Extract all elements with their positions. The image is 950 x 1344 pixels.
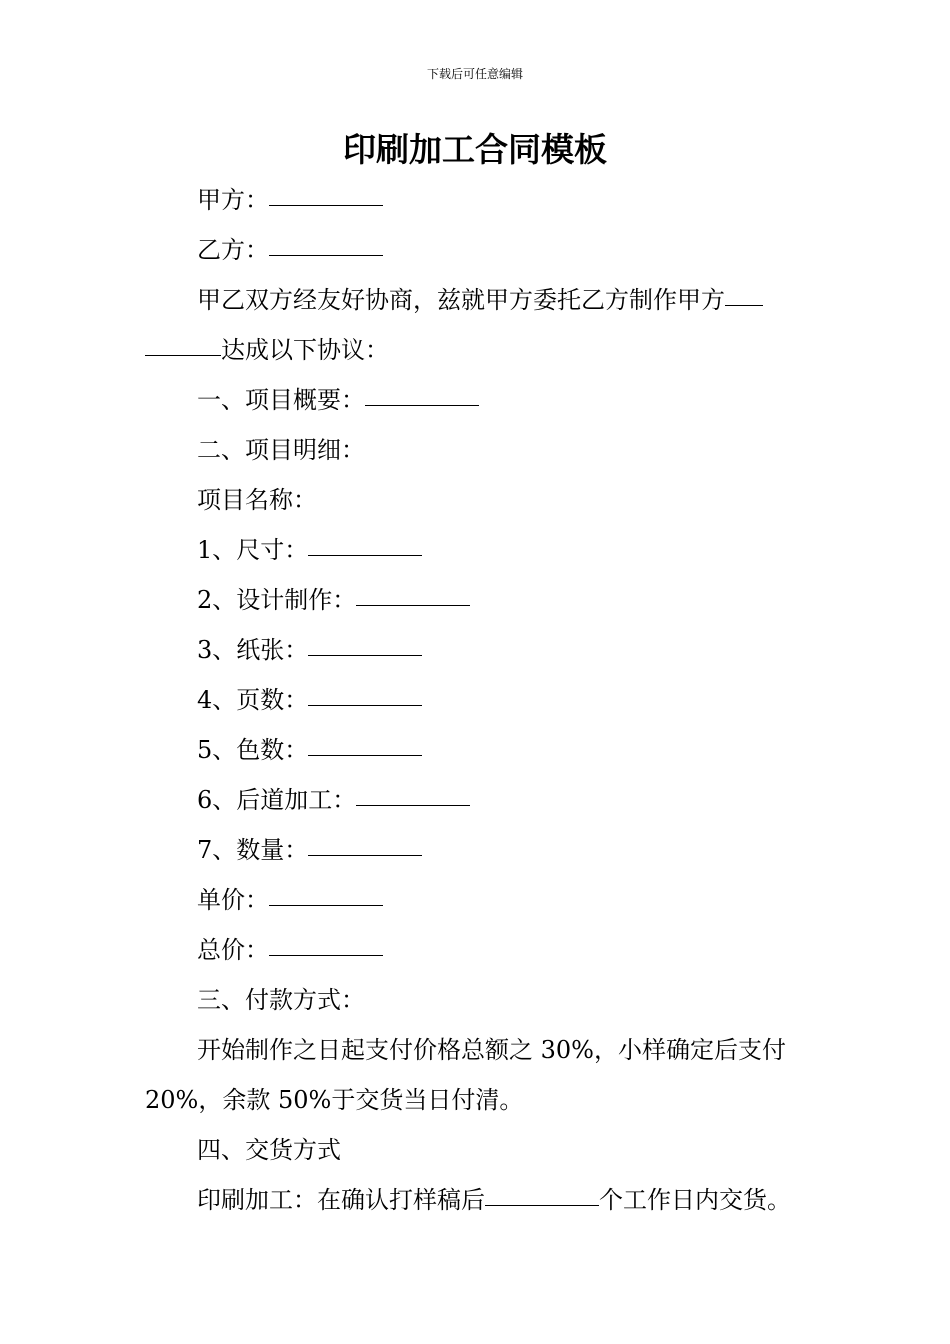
- section-4-heading: 四、交货方式: [197, 1136, 341, 1164]
- item-3-blank: [308, 653, 422, 656]
- item-2-line: [145, 575, 810, 625]
- item-7-line: [145, 825, 810, 875]
- intro-text-1: 甲乙双方经友好协商，兹就甲方委托乙方制作甲方: [197, 286, 725, 314]
- section-1-heading: 一、项目概要：: [197, 386, 365, 414]
- intro-text-2: 达成以下协议：: [221, 336, 389, 364]
- item-6-blank: [356, 803, 470, 806]
- intro-line-1: [145, 275, 810, 325]
- section-1-line: [145, 375, 810, 425]
- item-4-line: [145, 675, 810, 725]
- item-4-blank: [308, 703, 422, 706]
- intro-blank-2: [145, 353, 221, 356]
- contract-body: [145, 175, 810, 1225]
- item-2-label: 2、设计制作：: [197, 586, 357, 614]
- delivery-days-blank: [485, 1203, 599, 1206]
- section-3-heading: 三、付款方式：: [197, 986, 365, 1014]
- item-name-line: [145, 475, 810, 525]
- document-title: 印刷加工合同模板: [343, 130, 607, 169]
- item-2-blank: [356, 603, 470, 606]
- party-a-line: [145, 175, 810, 225]
- party-b-label: 乙方：: [197, 236, 269, 264]
- section-2-line: [145, 425, 810, 475]
- item-name-label: 项目名称：: [197, 486, 317, 514]
- payment-text-1: 开始制作之日起支付价格总额之 30%，小样确定后支付: [197, 1036, 786, 1064]
- unit-price-label: 单价：: [197, 886, 269, 914]
- item-6-label: 6、后道加工：: [197, 786, 357, 814]
- unit-price-line: [145, 875, 810, 925]
- party-a-blank: [269, 203, 383, 206]
- payment-line-1: [145, 1025, 810, 1075]
- item-1-blank: [308, 553, 422, 556]
- total-price-line: [145, 925, 810, 975]
- item-7-blank: [308, 853, 422, 856]
- section-2-heading: 二、项目明细：: [197, 436, 365, 464]
- intro-line-2: [145, 325, 810, 375]
- delivery-line: [145, 1175, 810, 1225]
- party-b-blank: [269, 253, 383, 256]
- item-1-label: 1、尺寸：: [197, 536, 309, 564]
- payment-text-2: 20%，余款 50%于交货当日付清。: [145, 1086, 524, 1114]
- section-4-line: [145, 1125, 810, 1175]
- item-5-label: 5、色数：: [197, 736, 309, 764]
- section-1-blank: [365, 403, 479, 406]
- delivery-text-b: 个工作日内交货。: [599, 1186, 791, 1214]
- item-5-blank: [308, 753, 422, 756]
- delivery-text-a: 印刷加工：在确认打样稿后: [197, 1186, 485, 1214]
- total-price-blank: [269, 953, 383, 956]
- header-note: 下载后可任意编辑: [426, 67, 523, 81]
- item-3-line: [145, 625, 810, 675]
- item-5-line: [145, 725, 810, 775]
- section-3-line: [145, 975, 810, 1025]
- unit-price-blank: [269, 903, 383, 906]
- item-7-label: 7、数量：: [197, 836, 309, 864]
- item-1-line: [145, 525, 810, 575]
- intro-blank-1: [725, 303, 763, 306]
- item-3-label: 3、纸张：: [197, 636, 309, 664]
- payment-line-2: [145, 1075, 810, 1125]
- item-4-label: 4、页数：: [197, 686, 309, 714]
- party-a-label: 甲方：: [197, 186, 269, 214]
- party-b-line: [145, 225, 810, 275]
- total-price-label: 总价：: [197, 936, 269, 964]
- item-6-line: [145, 775, 810, 825]
